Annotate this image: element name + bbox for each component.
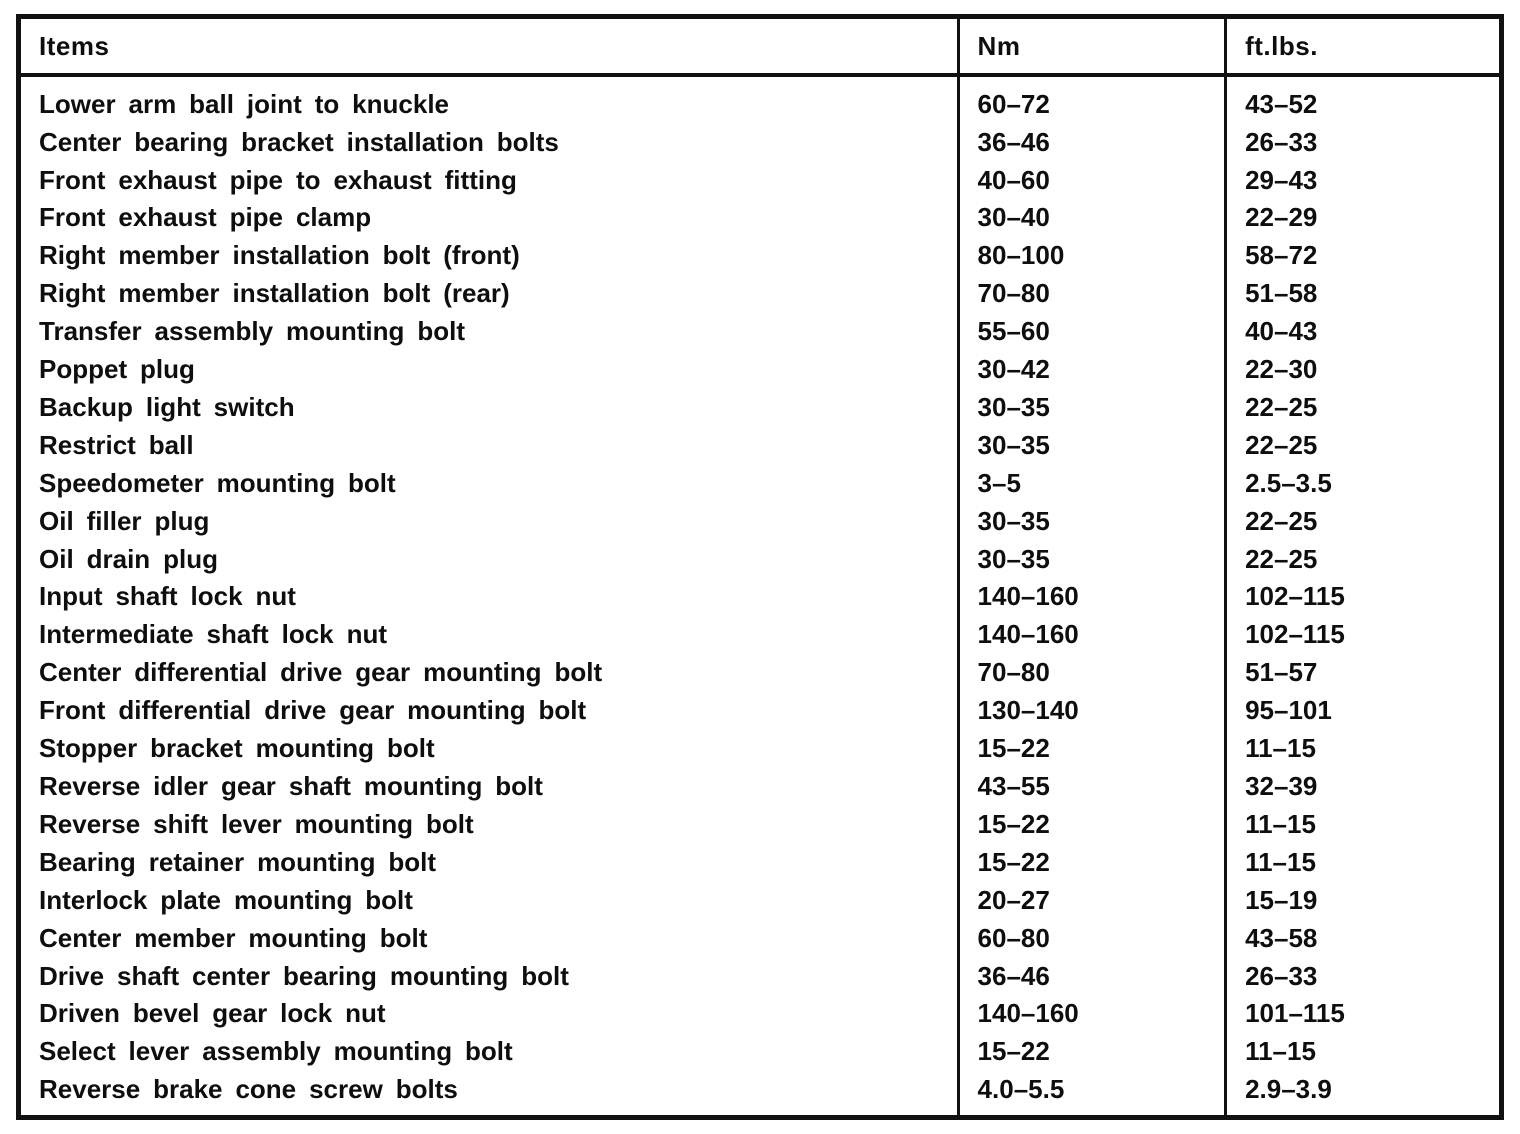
item-cell: Poppet plug — [39, 354, 195, 385]
nm-value-cell: 70–80 — [958, 275, 1226, 313]
ftlbs-value-cell: 11–15 — [1226, 1033, 1499, 1071]
ftlbs-value-cell: 11–15 — [1226, 843, 1499, 881]
table-row — [21, 692, 1499, 730]
nm-value-cell: 140–160 — [958, 995, 1226, 1033]
item-cell: Drive shaft center bearing mounting bolt — [39, 960, 569, 991]
item-cell: Center bearing bracket installation bolts — [39, 126, 559, 157]
ftlbs-value-cell: 51–57 — [1226, 654, 1499, 692]
item-cell: Driven bevel gear lock nut — [39, 998, 386, 1029]
item-cell: Reverse brake cone screw bolts — [39, 1074, 458, 1105]
nm-value-cell: 140–160 — [958, 578, 1226, 616]
ftlbs-value-cell: 22–25 — [1226, 389, 1499, 427]
table-row — [21, 654, 1499, 692]
ftlbs-value-cell: 29–43 — [1226, 161, 1499, 199]
table-row — [21, 995, 1499, 1033]
ftlbs-value-cell: 51–58 — [1226, 275, 1499, 313]
item-cell: Intermediate shaft lock nut — [39, 619, 387, 650]
ftlbs-value-cell: 43–58 — [1226, 919, 1499, 957]
table-row — [21, 919, 1499, 957]
item-cell: Transfer assembly mounting bolt — [39, 316, 466, 347]
item-cell: Reverse shift lever mounting bolt — [39, 808, 474, 839]
table-row — [21, 123, 1499, 161]
item-cell: Front exhaust pipe clamp — [39, 202, 372, 233]
nm-value-cell: 140–160 — [958, 616, 1226, 654]
ftlbs-value-cell: 101–115 — [1226, 995, 1499, 1033]
nm-value-cell: 15–22 — [958, 730, 1226, 768]
nm-value-cell: 60–72 — [958, 75, 1226, 123]
nm-value-cell: 15–22 — [958, 805, 1226, 843]
item-cell: Input shaft lock nut — [39, 581, 296, 612]
ftlbs-value-cell: 2.9–3.9 — [1226, 1071, 1499, 1115]
table-row — [21, 389, 1499, 427]
ftlbs-value-cell: 102–115 — [1226, 616, 1499, 654]
item-cell: Center member mounting bolt — [39, 922, 428, 953]
table-row — [21, 957, 1499, 995]
nm-value-cell: 30–35 — [958, 540, 1226, 578]
nm-value-cell: 30–40 — [958, 199, 1226, 237]
nm-value-cell: 55–60 — [958, 313, 1226, 351]
table-row — [21, 843, 1499, 881]
item-cell: Oil drain plug — [39, 543, 218, 574]
torque-spec-table-frame — [16, 14, 1504, 1120]
ftlbs-value-cell: 2.5–3.5 — [1226, 464, 1499, 502]
column-header-items: Items — [21, 19, 958, 75]
item-cell: Right member installation bolt (front) — [39, 240, 520, 271]
nm-value-cell: 3–5 — [958, 464, 1226, 502]
ftlbs-value-cell: 26–33 — [1226, 957, 1499, 995]
ftlbs-value-cell: 22–25 — [1226, 426, 1499, 464]
ftlbs-value-cell: 22–25 — [1226, 502, 1499, 540]
item-cell: Stopper bracket mounting bolt — [39, 733, 435, 764]
item-cell: Front differential drive gear mounting bolt — [39, 695, 587, 726]
table-row — [21, 502, 1499, 540]
table-row — [21, 881, 1499, 919]
nm-value-cell: 36–46 — [958, 123, 1226, 161]
ftlbs-value-cell: 11–15 — [1226, 805, 1499, 843]
ftlbs-value-cell: 43–52 — [1226, 75, 1499, 123]
item-cell: Interlock plate mounting bolt — [39, 884, 413, 915]
nm-value-cell: 15–22 — [958, 1033, 1226, 1071]
table-row — [21, 805, 1499, 843]
table-row — [21, 199, 1499, 237]
nm-value-cell: 4.0–5.5 — [958, 1071, 1226, 1115]
table-row — [21, 426, 1499, 464]
table-row — [21, 1071, 1499, 1115]
table-body — [21, 75, 1499, 1115]
table-row — [21, 313, 1499, 351]
table-row — [21, 464, 1499, 502]
nm-value-cell: 70–80 — [958, 654, 1226, 692]
item-cell: Lower arm ball joint to knuckle — [39, 88, 450, 119]
table-row — [21, 161, 1499, 199]
item-cell: Select lever assembly mounting bolt — [39, 1036, 513, 1067]
ftlbs-value-cell: 22–25 — [1226, 540, 1499, 578]
item-cell: Oil filler plug — [39, 505, 210, 536]
nm-value-cell: 36–46 — [958, 957, 1226, 995]
nm-value-cell: 80–100 — [958, 237, 1226, 275]
ftlbs-value-cell: 22–30 — [1226, 351, 1499, 389]
ftlbs-value-cell: 32–39 — [1226, 768, 1499, 806]
item-cell: Front exhaust pipe to exhaust fitting — [39, 164, 517, 195]
nm-value-cell: 30–35 — [958, 389, 1226, 427]
torque-spec-table — [21, 19, 1499, 1115]
nm-value-cell: 20–27 — [958, 881, 1226, 919]
nm-value-cell: 30–35 — [958, 426, 1226, 464]
table-row — [21, 275, 1499, 313]
table-row — [21, 540, 1499, 578]
table-row — [21, 1033, 1499, 1071]
ftlbs-value-cell: 58–72 — [1226, 237, 1499, 275]
table-row — [21, 237, 1499, 275]
ftlbs-value-cell: 15–19 — [1226, 881, 1499, 919]
table-row — [21, 768, 1499, 806]
table-row — [21, 578, 1499, 616]
ftlbs-value-cell: 95–101 — [1226, 692, 1499, 730]
nm-value-cell: 30–35 — [958, 502, 1226, 540]
ftlbs-value-cell: 40–43 — [1226, 313, 1499, 351]
item-cell: Bearing retainer mounting bolt — [39, 846, 437, 877]
nm-value-cell: 30–42 — [958, 351, 1226, 389]
item-cell: Backup light switch — [39, 391, 295, 422]
item-cell: Speedometer mounting bolt — [39, 467, 396, 498]
item-cell: Center differential drive gear mounting bolt — [39, 657, 603, 688]
ftlbs-value-cell: 26–33 — [1226, 123, 1499, 161]
table-row — [21, 351, 1499, 389]
item-cell: Right member installation bolt (rear) — [39, 278, 510, 309]
table-header — [21, 19, 1499, 75]
table-row — [21, 75, 1499, 123]
nm-value-cell: 60–80 — [958, 919, 1226, 957]
nm-value-cell: 40–60 — [958, 161, 1226, 199]
header-row — [21, 19, 1499, 75]
ftlbs-value-cell: 22–29 — [1226, 199, 1499, 237]
nm-value-cell: 43–55 — [958, 768, 1226, 806]
nm-value-cell: 15–22 — [958, 843, 1226, 881]
column-header-ftlbs: ft.lbs. — [1226, 19, 1499, 75]
table-row — [21, 730, 1499, 768]
column-header-nm: Nm — [958, 19, 1226, 75]
nm-value-cell: 130–140 — [958, 692, 1226, 730]
ftlbs-value-cell: 102–115 — [1226, 578, 1499, 616]
item-cell: Reverse idler gear shaft mounting bolt — [39, 771, 543, 802]
ftlbs-value-cell: 11–15 — [1226, 730, 1499, 768]
table-row — [21, 616, 1499, 654]
item-cell: Restrict ball — [39, 429, 194, 460]
